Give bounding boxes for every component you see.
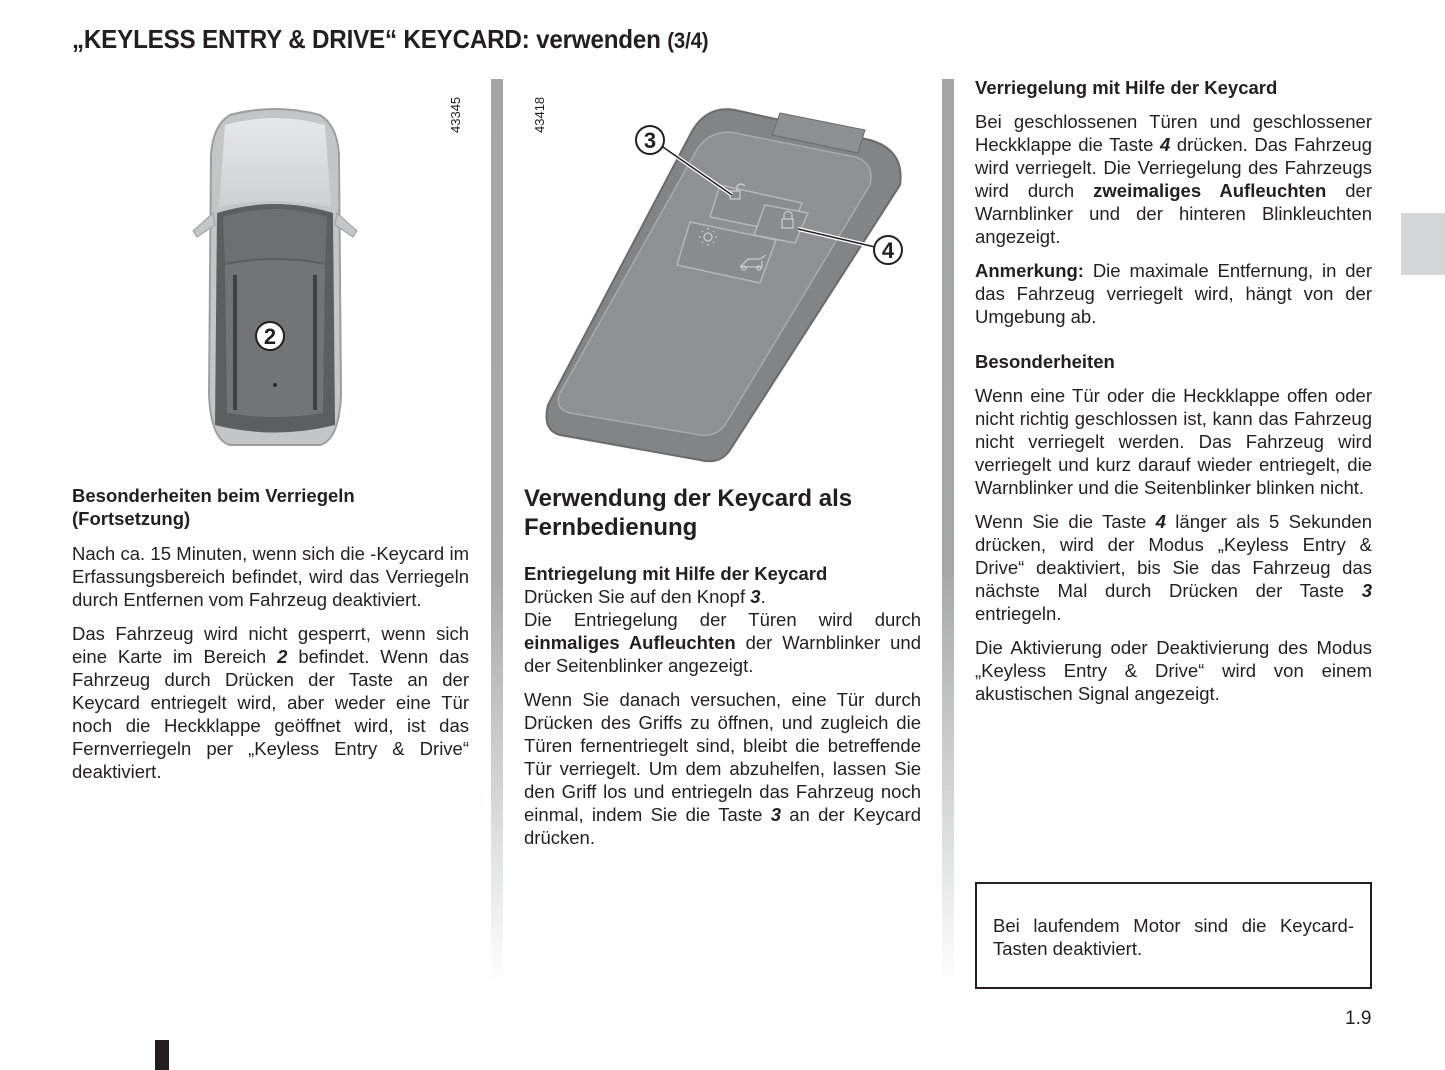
figure-car-top-view — [185, 95, 365, 455]
info-box-text: Bei laufendem Motor sind die Keycard-Tasten deaktiviert. — [993, 915, 1354, 959]
keycard-illustration — [540, 105, 920, 465]
figure-code-car: 43345 — [448, 96, 463, 133]
figure-keycard — [540, 105, 920, 465]
info-box — [975, 882, 1372, 989]
right-column — [975, 76, 1372, 716]
page-number: 1.9 — [1345, 1008, 1372, 1029]
paragraph-acoustic-signal: Die Aktivierung oder Deaktivierung des Modus „Keyless Entry & Drive“ wird von einem akustischen Signal angezeigt. — [975, 637, 1372, 704]
heading-locking-specifics: Besonderheiten beim Verriegeln (Fortsetzung) — [72, 485, 355, 529]
section-title-remote-use: Verwendung der Keycard als Fernbedienung — [524, 485, 853, 541]
callout-4: 4 — [873, 235, 903, 265]
paragraph-15-minutes: Nach ca. 15 Minuten, wenn sich die -Keycard im Erfassungsbereich befindet, wird das Verriegeln durch Entfernen vom Fahrzeug deaktiviert. — [72, 543, 469, 610]
paragraph-unlock-indication: Die Entriegelung der Türen wird durch einmaliges Aufleuchten der Warnblinker und der Seitenblinker angezeigt. — [524, 609, 921, 676]
heading-locking: Verriegelung mit Hilfe der Keycard — [975, 77, 1278, 98]
print-crop-marker — [155, 1040, 169, 1070]
press-button-3-line: Drücken Sie auf den Knopf 3. — [524, 586, 766, 607]
column-divider-right — [942, 79, 954, 984]
ref-number-2: 2 — [277, 646, 288, 667]
figure-code-keycard: 43418 — [532, 96, 547, 133]
column-divider-left — [491, 79, 503, 984]
paragraph-door-open: Wenn eine Tür oder die Heckklappe offen oder nicht richtig geschlossen ist, kann das Fahrzeug nicht verriegelt werden. Das Fahrzeug wird verriegelt und kurz darauf wieder entriegelt, die Warnblinker und die Seitenblinker blinken nicht. — [975, 385, 1372, 498]
heading-unlocking: Entriegelung mit Hilfe der Keycard — [524, 563, 828, 584]
paragraph-note-distance: Anmerkung: Die maximale Entfernung, in der das Fahrzeug verriegelt wird, hängt von der Umgebung ab. — [975, 260, 1372, 327]
page-title — [72, 24, 708, 55]
paragraph-card-in-zone: Das Fahrzeug wird nicht gesperrt, wenn sich eine Karte im Bereich 2 befindet. Wenn das Fahrzeug durch Drücken der Taste an der Keycard entriegelt wird, aber weder eine Tür noch die Heckklappe geöffnet wird, ist das Fernverriegeln per „Keyless Entry & Drive“ deaktiviert. — [72, 623, 469, 782]
left-column — [72, 484, 469, 794]
callout-2: 2 — [255, 321, 285, 351]
paragraph-hold-button-4: Wenn Sie die Taste 4 länger als 5 Sekunden drücken, wird der Modus „Keyless Entry & Drive“ deaktiviert, bis Sie das Fahrzeug das nächste Mal durch Drücken der Taste 3 entriegeln. — [975, 511, 1372, 624]
car-top-view-icon — [185, 95, 365, 455]
chapter-tab-marker — [1401, 213, 1445, 275]
page-title-suffix: (3/4) — [667, 28, 709, 53]
heading-specifics: Besonderheiten — [975, 351, 1115, 372]
paragraph-handle-remedy: Wenn Sie danach versuchen, eine Tür durch Drücken des Griffs zu öffnen, und zugleich die Türen fernentriegelt sind, bleibt die betreffende Tür verriegelt. Um dem abzuhelfen, lassen Sie den Griff los und entriegeln das Fahrzeug noch einmal, indem Sie die Taste 3 an der Keycard drücken. — [524, 689, 921, 848]
paragraph-lock-procedure: Bei geschlossenen Türen und geschlossener Heckklappe die Taste 4 drücken. Das Fahrzeug wird verriegelt. Die Verriegelung des Fahrzeugs wird durch zweimaliges Aufleuchten der Warnblinker und der hinteren Blinkleuchten angezeigt. — [975, 111, 1373, 247]
callout-3: 3 — [635, 125, 665, 155]
middle-column — [524, 484, 921, 860]
page-title-main: „KEYLESS ENTRY & DRIVE“ KEYCARD: verwenden — [72, 24, 661, 54]
